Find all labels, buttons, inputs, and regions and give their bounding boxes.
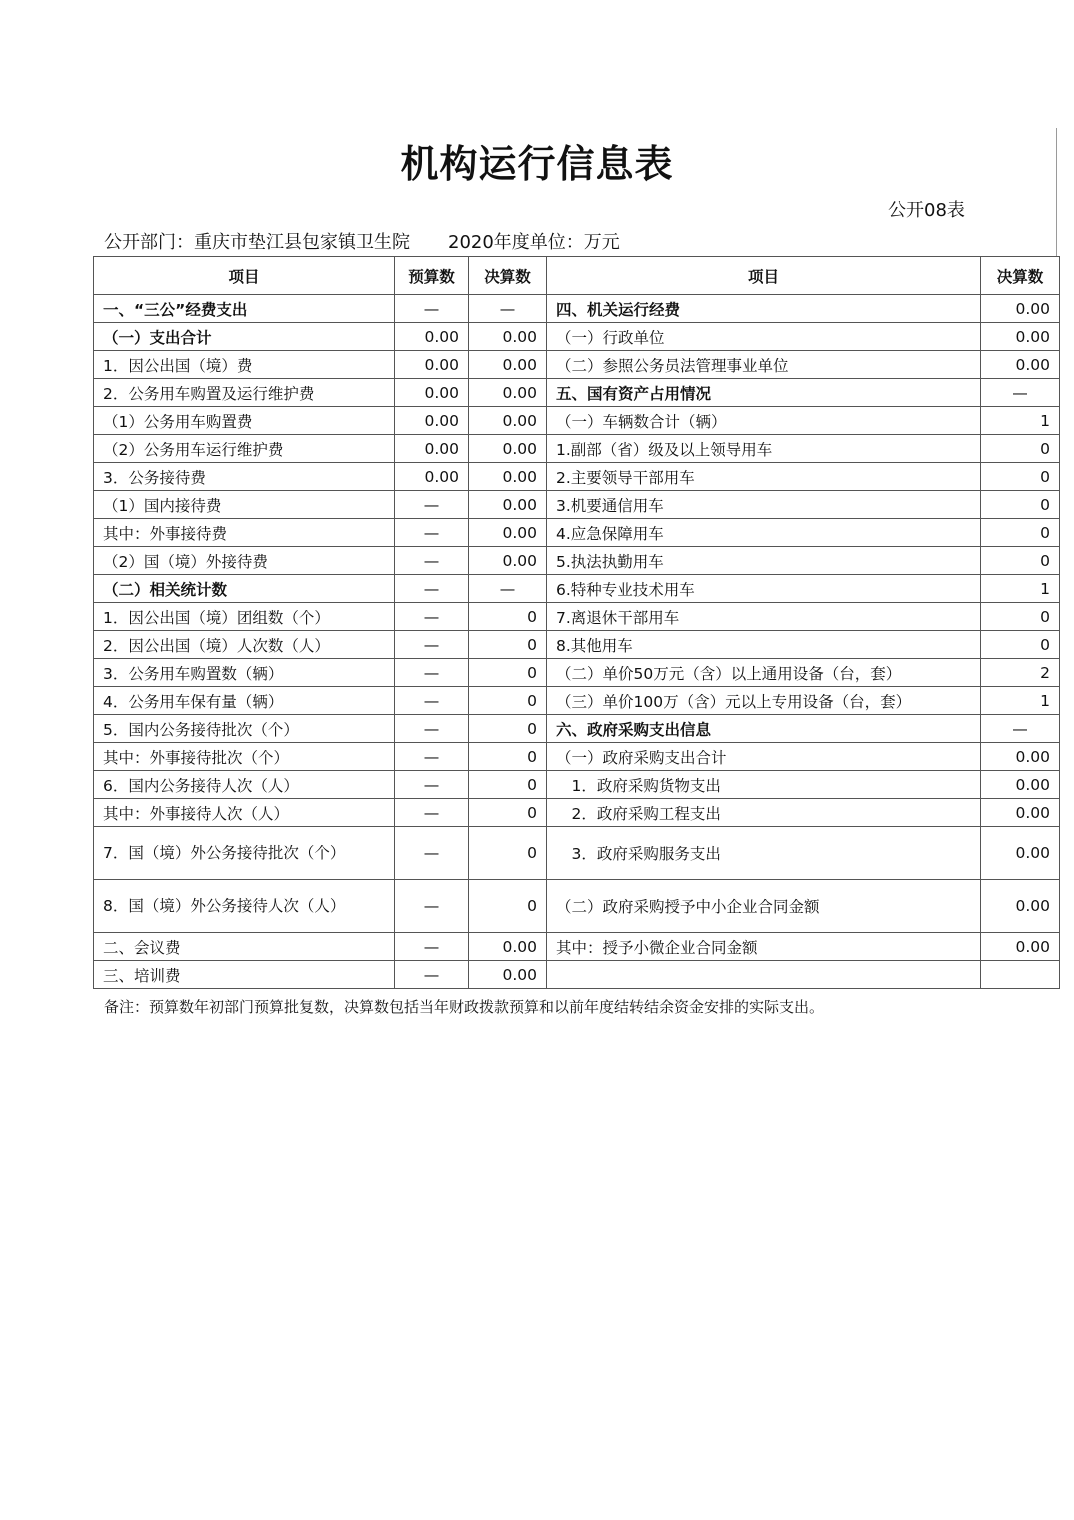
table-row: [94, 743, 1060, 771]
row-final-left: 0: [469, 659, 547, 687]
row-budget: —: [395, 880, 469, 933]
row-final-right: 1: [981, 687, 1060, 715]
footnote: 备注：预算数年初部门预算批复数，决算数包括当年财政拨款预算和以前年度结转结余资金安排的实际支出。: [104, 998, 825, 1016]
row-budget: —: [395, 659, 469, 687]
row-budget: —: [395, 961, 469, 989]
row-budget: 0.00: [395, 323, 469, 351]
row-budget: —: [395, 715, 469, 743]
row-final-right: —: [981, 379, 1060, 407]
row-final-right: 0: [981, 631, 1060, 659]
row-budget: 0.00: [395, 435, 469, 463]
row-item-right: 六、政府采购支出信息: [547, 715, 981, 743]
header-final-right: 决算数: [981, 257, 1060, 295]
row-final-left: 0: [469, 687, 547, 715]
table-row: [94, 491, 1060, 519]
header-item-right: 项目: [547, 257, 981, 295]
row-item-left: 三、培训费: [94, 961, 395, 989]
row-item-right: 3.机要通信用车: [547, 491, 981, 519]
row-final-right: 0: [981, 519, 1060, 547]
row-final-right: 0.00: [981, 743, 1060, 771]
row-final-left: 0.00: [469, 491, 547, 519]
row-item-left: 二、会议费: [94, 933, 395, 961]
row-item-right: 五、国有资产占用情况: [547, 379, 981, 407]
table-row: [94, 687, 1060, 715]
table-row: [94, 659, 1060, 687]
row-item-right: 8.其他用车: [547, 631, 981, 659]
row-budget: —: [395, 799, 469, 827]
row-final-right: 1: [981, 407, 1060, 435]
row-budget: —: [395, 687, 469, 715]
header-final-left: 决算数: [469, 257, 547, 295]
row-budget: —: [395, 547, 469, 575]
row-budget: —: [395, 933, 469, 961]
row-final-left: 0.00: [469, 407, 547, 435]
row-budget: 0.00: [395, 351, 469, 379]
row-final-right: 0.00: [981, 295, 1060, 323]
row-item-right: （三）单价100万（含）元以上专用设备（台，套）: [547, 687, 981, 715]
row-item-right: （二）政府采购授予中小企业合同金额: [547, 880, 981, 933]
row-budget: —: [395, 827, 469, 880]
table-row: [94, 631, 1060, 659]
row-item-left: 1．因公出国（境）团组数（个）: [94, 603, 395, 631]
form-number: 公开08表: [888, 200, 965, 221]
row-final-left: 0.00: [469, 379, 547, 407]
header-budget: 预算数: [395, 257, 469, 295]
row-item-left: 1．因公出国（境）费: [94, 351, 395, 379]
row-final-left: 0.00: [469, 519, 547, 547]
row-item-right: [547, 961, 981, 989]
row-budget: —: [395, 771, 469, 799]
department-line: [104, 228, 620, 254]
row-final-right: 0: [981, 547, 1060, 575]
row-final-right: 1: [981, 575, 1060, 603]
table-row: [94, 933, 1060, 961]
table-row: [94, 379, 1060, 407]
row-final-right: [981, 961, 1060, 989]
row-item-right: （二）参照公务员法管理事业单位: [547, 351, 981, 379]
row-item-left: 2．公务用车购置及运行维护费: [94, 379, 395, 407]
row-item-left: （2）公务用车运行维护费: [94, 435, 395, 463]
row-final-left: 0: [469, 827, 547, 880]
row-item-left: （二）相关统计数: [94, 575, 395, 603]
row-final-right: 0: [981, 603, 1060, 631]
row-item-right: （一）行政单位: [547, 323, 981, 351]
row-item-left: 7．国（境）外公务接待批次（个）: [94, 827, 395, 880]
row-final-right: 0.00: [981, 323, 1060, 351]
table-row: [94, 407, 1060, 435]
row-final-right: —: [981, 715, 1060, 743]
row-item-left: （1）公务用车购置费: [94, 407, 395, 435]
row-budget: —: [395, 519, 469, 547]
row-item-right: 5.执法执勤用车: [547, 547, 981, 575]
table-row: [94, 771, 1060, 799]
row-final-right: 0: [981, 491, 1060, 519]
row-final-left: 0.00: [469, 351, 547, 379]
table-row: [94, 961, 1060, 989]
row-budget: —: [395, 295, 469, 323]
row-final-left: 0: [469, 603, 547, 631]
row-item-right: （一）车辆数合计（辆）: [547, 407, 981, 435]
row-final-right: 2: [981, 659, 1060, 687]
row-item-left: 8．国（境）外公务接待人次（人）: [94, 880, 395, 933]
row-final-right: 0.00: [981, 827, 1060, 880]
row-budget: —: [395, 603, 469, 631]
row-final-left: 0: [469, 771, 547, 799]
row-item-right: 2.主要领导干部用车: [547, 463, 981, 491]
row-final-right: 0.00: [981, 880, 1060, 933]
row-item-left: 一、“三公”经费支出: [94, 295, 395, 323]
row-item-right: 3．政府采购服务支出: [547, 827, 981, 880]
row-item-right: （一）政府采购支出合计: [547, 743, 981, 771]
row-final-right: 0.00: [981, 933, 1060, 961]
row-item-left: （一）支出合计: [94, 323, 395, 351]
row-final-left: 0.00: [469, 933, 547, 961]
row-final-left: 0: [469, 799, 547, 827]
row-item-right: （二）单价50万元（含）以上通用设备（台，套）: [547, 659, 981, 687]
row-item-right: 四、机关运行经费: [547, 295, 981, 323]
row-budget: —: [395, 575, 469, 603]
row-item-left: 3．公务用车购置数（辆）: [94, 659, 395, 687]
row-item-left: 其中：外事接待人次（人）: [94, 799, 395, 827]
table-row: [94, 351, 1060, 379]
row-final-right: 0.00: [981, 351, 1060, 379]
row-item-left: （2）国（境）外接待费: [94, 547, 395, 575]
row-final-left: 0.00: [469, 547, 547, 575]
table-row: [94, 603, 1060, 631]
row-item-right: 其中：授予小微企业合同金额: [547, 933, 981, 961]
row-final-left: —: [469, 575, 547, 603]
table-row: [94, 827, 1060, 880]
row-final-left: 0: [469, 715, 547, 743]
row-item-right: 4.应急保障用车: [547, 519, 981, 547]
row-item-left: 其中：外事接待批次（个）: [94, 743, 395, 771]
row-item-left: 4．公务用车保有量（辆）: [94, 687, 395, 715]
row-final-right: 0: [981, 435, 1060, 463]
row-budget: 0.00: [395, 463, 469, 491]
row-item-left: 3．公务接待费: [94, 463, 395, 491]
row-budget: —: [395, 491, 469, 519]
row-final-left: 0.00: [469, 463, 547, 491]
row-final-right: 0: [981, 463, 1060, 491]
row-item-left: （1）国内接待费: [94, 491, 395, 519]
row-item-left: 2．因公出国（境）人次数（人）: [94, 631, 395, 659]
table-row: [94, 463, 1060, 491]
row-final-left: 0.00: [469, 435, 547, 463]
row-budget: 0.00: [395, 407, 469, 435]
department-label: 公开部门：重庆市垫江县包家镇卫生院: [104, 232, 410, 253]
row-budget: —: [395, 743, 469, 771]
row-item-right: 2．政府采购工程支出: [547, 799, 981, 827]
table-row: [94, 435, 1060, 463]
row-item-right: 7.离退休干部用车: [547, 603, 981, 631]
page-title: 机构运行信息表: [400, 141, 674, 186]
table-row: [94, 519, 1060, 547]
year-unit-label: 2020年度单位：万元: [448, 232, 620, 253]
row-final-left: 0.00: [469, 323, 547, 351]
table-header-row: [94, 257, 1060, 295]
row-final-left: —: [469, 295, 547, 323]
header-item-left: 项目: [94, 257, 395, 295]
table-row: [94, 715, 1060, 743]
table-row: [94, 575, 1060, 603]
row-final-left: 0: [469, 880, 547, 933]
row-item-right: 6.特种专业技术用车: [547, 575, 981, 603]
row-final-left: 0.00: [469, 961, 547, 989]
row-item-right: 1.副部（省）级及以上领导用车: [547, 435, 981, 463]
row-final-right: 0.00: [981, 799, 1060, 827]
table-row: [94, 799, 1060, 827]
row-budget: 0.00: [395, 379, 469, 407]
table-row: [94, 547, 1060, 575]
row-final-left: 0: [469, 743, 547, 771]
row-final-left: 0: [469, 631, 547, 659]
row-item-right: 1．政府采购货物支出: [547, 771, 981, 799]
table-row: [94, 323, 1060, 351]
info-table: [93, 256, 1060, 989]
row-item-left: 其中：外事接待费: [94, 519, 395, 547]
table-row: [94, 880, 1060, 933]
table-row: [94, 295, 1060, 323]
row-budget: —: [395, 631, 469, 659]
row-item-left: 6．国内公务接待人次（人）: [94, 771, 395, 799]
row-item-left: 5．国内公务接待批次（个）: [94, 715, 395, 743]
row-final-right: 0.00: [981, 771, 1060, 799]
